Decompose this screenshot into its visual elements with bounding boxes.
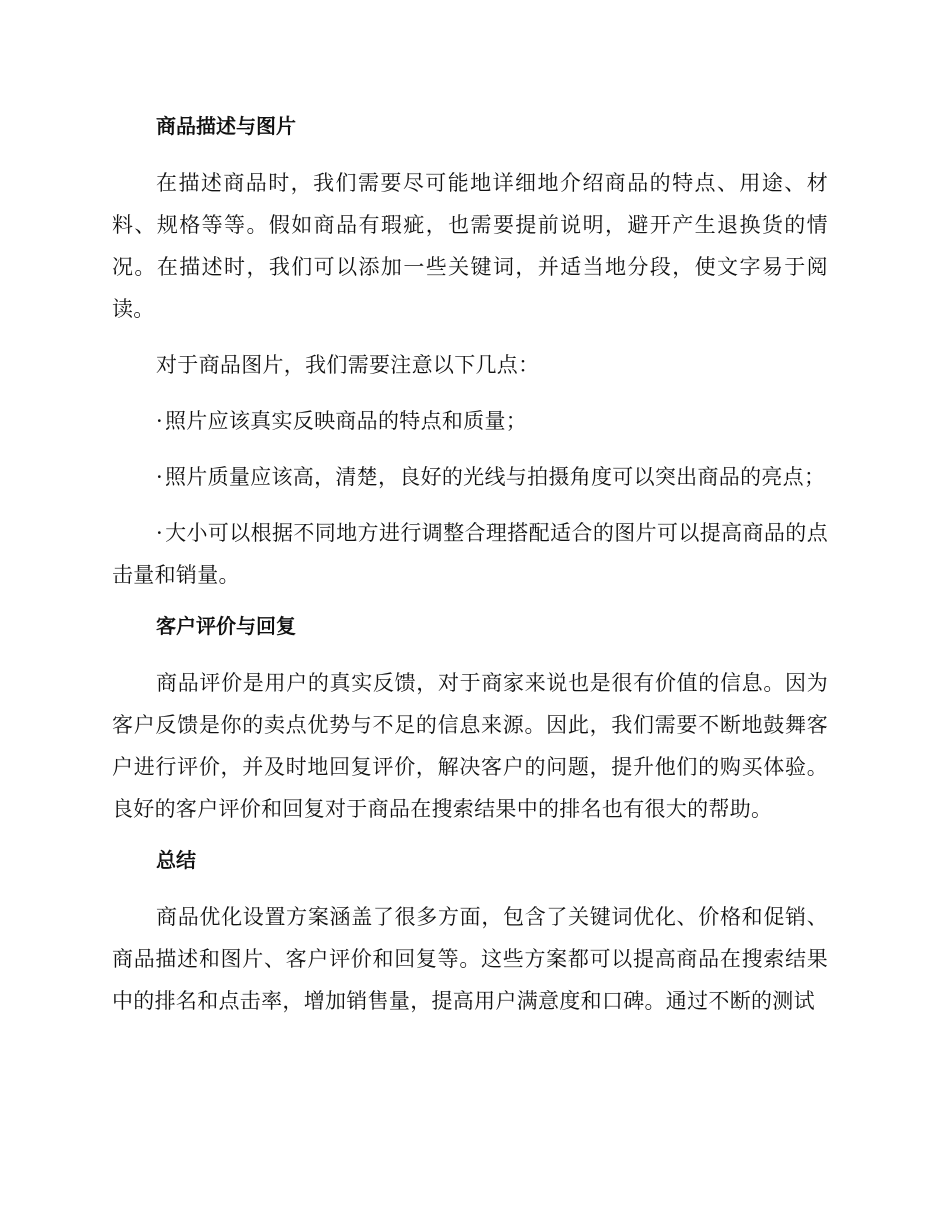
paragraph: 商品评价是用户的真实反馈，对于商家来说也是很有价值的信息。因为客户反馈是你的卖点优势与不足的信息来源。因此，我们需要不断地鼓舞客户进行评价，并及时地回复评价，解决客户的问题，提升他们的购买体验。良好的客户评价和回复对于商品在搜索结果中的排名也有很大的帮助。 <box>112 671 828 821</box>
section-summary <box>112 844 828 1022</box>
document-body <box>112 110 828 1036</box>
section-customer-reviews <box>112 610 828 830</box>
section-product-description <box>112 110 828 596</box>
bullet-icon: · <box>156 465 163 489</box>
paragraph: 商品优化设置方案涵盖了很多方面，包含了关键词优化、价格和促销、商品描述和图片、客户评价和回复等。这些方案都可以提高商品在搜索结果中的排名和点击率，增加销售量，提高用户满意度和口碑。通过不断的测试 <box>112 905 828 1013</box>
bullet-text: 照片质量应该高，清楚，良好的光线与拍摄角度可以突出商品的亮点； <box>164 465 826 489</box>
bullet-text: 照片应该真实反映商品的特点和质量； <box>164 409 528 433</box>
paragraph: 对于商品图片，我们需要注意以下几点： <box>156 353 540 377</box>
section-heading: 总结 <box>156 848 196 872</box>
bullet-item <box>112 456 828 498</box>
bullet-icon: · <box>156 409 163 433</box>
section-heading: 客户评价与回复 <box>156 614 296 638</box>
paragraph: 在描述商品时，我们需要尽可能地详细地介绍商品的特点、用途、材料、规格等等。假如商品有瑕疵，也需要提前说明，避开产生退换货的情况。在描述时，我们可以添加一些关键词，并适当地分段，使文字易于阅读。 <box>112 171 828 321</box>
bullet-item <box>112 512 828 596</box>
bullet-icon: · <box>156 521 163 545</box>
bullet-item <box>112 400 828 442</box>
section-heading: 商品描述与图片 <box>156 114 296 138</box>
bullet-text: 大小可以根据不同地方进行调整合理搭配适合的图片可以提高商品的点击量和销量。 <box>112 521 828 587</box>
